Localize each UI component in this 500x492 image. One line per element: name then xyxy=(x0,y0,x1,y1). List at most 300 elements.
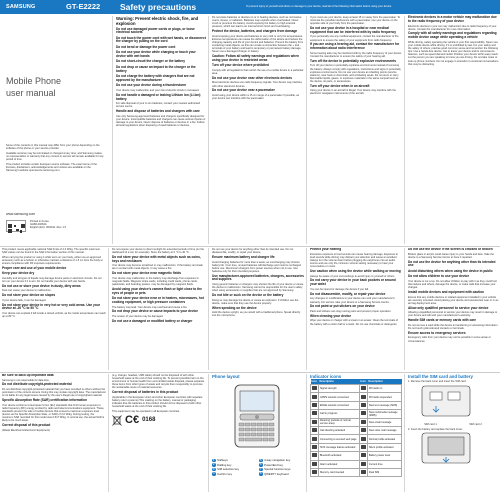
indicator-description: Roaming (outside of normal service area) xyxy=(319,418,360,426)
indicator-description: Current time xyxy=(367,460,401,468)
text-section xyxy=(112,320,206,324)
install-title: Install the SIM card and battery xyxy=(408,374,473,379)
indicator-description: New text message (SMS) xyxy=(367,401,401,409)
cover-notes xyxy=(6,144,104,174)
indicator-icon-cell xyxy=(311,418,319,426)
indicator-icon-cell xyxy=(311,435,319,443)
section-heading: Do not carry your device in your back pockets or around your waist xyxy=(310,278,396,287)
text-section xyxy=(212,248,304,254)
section-heading: Do not drop or cause an impact to the charger or the battery xyxy=(116,64,196,73)
section-heading: Do not use the device if the screen is cracked or broken xyxy=(408,248,493,251)
status-icon xyxy=(361,462,366,466)
text-section xyxy=(310,279,402,291)
text-section xyxy=(116,60,206,64)
section-text: Wipe your device or charger with a towel or an eraser. Clean the terminals of the battery with a cotton ball or a towel. Do not use chemicals or detergents. xyxy=(310,319,398,326)
indicator-description: SOS message feature activated xyxy=(319,443,360,451)
install-step: 2. Insert the battery and replace the back cover. xyxy=(408,427,463,431)
section-text: Do not remove a card while the device is transferring or accessing information. Do not touch gold-coloured contacts or terminals. xyxy=(408,323,499,330)
section-text: Avoid exposing your device and batteries to very cold or very hot temperatures. Extreme temperatures can cause the deformation of the device and reduce the charging capacity and life of your device and batteries. Prevent the battery from contacting metal objects, as this can create a connection between the + and - terminals of your battery and lead to temporary or permanent battery damage. Never use a damaged charger or battery. xyxy=(212,34,304,54)
indicator-description: FM radio on xyxy=(367,385,401,393)
section-heading: Handle and dispose of batteries and chargers with care xyxy=(116,109,200,114)
section-heading: Protect your hearing xyxy=(310,248,342,251)
section-title-safety: Safety precautions xyxy=(120,2,197,12)
section-heading: Do not charge the battery with chargers that are not approved by the manufacturer xyxy=(116,74,195,82)
phone-layout-section xyxy=(208,374,304,492)
section-text: Do not expose your device to direct sunlight for extended periods of time (on the dashboard of a car, for example). Store the battery at 0 °C to 40 °C. xyxy=(112,248,204,255)
section-heading: Use caution when using the device while walking or moving xyxy=(310,268,401,273)
section-heading: Keep your device dry xyxy=(2,271,35,276)
status-icon xyxy=(361,453,366,457)
indicator-description: Connecting to secured web page xyxy=(319,435,360,443)
text-section xyxy=(408,32,500,65)
status-icon xyxy=(312,453,317,457)
section-text: (Waste Electrical & Electronic Equipment) xyxy=(2,428,50,432)
text-section xyxy=(2,399,106,422)
text-section xyxy=(408,261,500,269)
section-text: Hold the device upright, as you would with a traditional phone. Speak directly into the microphone. xyxy=(212,311,301,318)
section-text: Your device may malfunction or the battery may discharge from exposure to magnetic fields. Magnetic stripe cards, including credit cards, phone cards, passbooks, and boarding passes, may be damaged by magnetic fields. xyxy=(112,276,199,287)
key-legend xyxy=(212,458,304,476)
section-text: Using your device in an aircraft is illegal. Your device may interfere with the electronic navigation instruments of the aircraft. xyxy=(310,89,396,96)
section-text: Your device may malfunction and your risk of electric shock is increased. xyxy=(116,89,200,93)
phone-illustration xyxy=(231,384,283,448)
section-heading: Do not use your device during a thunderstorm xyxy=(116,83,187,88)
section-heading: Be sure to back up important data xyxy=(2,374,54,377)
warning-heading: Warning: Prevent electric shock, fire, and explosion xyxy=(116,16,199,26)
text-section xyxy=(116,37,206,45)
section-text: Do not use your device for anything other than its intended use. Do not disassemble, modify, or repair your device. xyxy=(212,248,294,255)
samsung-logo: SAMSUNG xyxy=(6,4,36,10)
section-heading: Protect the device, batteries, and chargers from damage xyxy=(212,28,298,33)
indicator-description: GPRS network connected xyxy=(319,393,360,401)
status-icon xyxy=(361,411,366,415)
indicator-icon-cell xyxy=(359,435,367,443)
text-section xyxy=(212,294,304,305)
text-section xyxy=(112,297,206,309)
key-legend-item: 6 Power/End key xyxy=(260,462,283,467)
section-text: Samsung is not responsible for data loss. xyxy=(2,378,50,382)
indicator-description: Bluetooth activated xyxy=(319,452,360,460)
section-text: Use only Samsung-approved batteries and chargers specifically designed for your device. Incompatible batteries and chargers can cause serious injuries or damage to your device. Never dispose of batteries or devices in a fire. Follow all local regulations when disposing of used batteries or devices. xyxy=(116,114,206,128)
battery-insert-illustration xyxy=(408,431,498,465)
indicator-description: EDGE network connected xyxy=(319,401,360,409)
indicator-icon-cell xyxy=(359,393,367,401)
text-section xyxy=(212,30,304,53)
section-text: Any changes or modifications to your device can void your manufacturer's warranty. For service, take your device to a Samsung Service Centre. xyxy=(310,297,395,304)
qr-code-icon xyxy=(6,220,26,232)
section-text: Paint and stickers can clog moving parts and prevent proper operation. xyxy=(310,310,392,313)
text-section xyxy=(112,391,206,408)
text-section xyxy=(212,55,304,63)
text-section xyxy=(310,315,402,326)
indicator-description: Signal strength xyxy=(319,385,360,393)
ce-number: 0168 xyxy=(142,416,156,423)
indicator-description: Normal profile activated xyxy=(367,435,401,443)
text-section xyxy=(112,272,206,286)
care-column-2 xyxy=(108,248,206,370)
website-url[interactable]: www.samsung.com xyxy=(6,212,36,216)
table-row xyxy=(311,452,402,460)
cover-panel xyxy=(0,14,110,246)
indicator-icon-cell xyxy=(311,385,319,393)
section-text: (Applicable in the European Union and other European countries with separate battery return systems) This marking on the battery, manual or packaging indicates that the batteries in this product should not be disposed of with other household waste at the end of their working life. xyxy=(112,395,203,409)
indicator-description: New email message xyxy=(367,418,401,426)
back-column-2 xyxy=(108,374,206,492)
phone-layout-title: Phone layout xyxy=(212,374,240,379)
table-row xyxy=(311,385,402,393)
section-text: Dust can cause your device to malfunction. xyxy=(2,289,52,293)
text-section xyxy=(212,275,304,293)
safety-column-1 xyxy=(112,16,206,244)
status-icon xyxy=(312,428,317,432)
section-text: Comply with all regulations that restrict the use of a mobile device in a particular area. xyxy=(212,68,304,75)
cover-note: This product includes certain free/open source software. The exact terms of the licenses, disclaimers, acknowledgements and notices are available on the Samsung's website opensource.samsung.com. xyxy=(6,162,97,172)
section-heading: Avoid using your device's camera flash or light close to the eyes of people or pets xyxy=(112,286,202,295)
indicator-description: Dual SIM xyxy=(367,468,401,476)
cover-bottom-notes xyxy=(2,248,106,370)
text-section xyxy=(310,16,402,25)
text-section xyxy=(310,60,402,83)
section-heading: Use manufacturer-approved batteries, chargers, accessories and supplies xyxy=(212,273,304,282)
status-icon xyxy=(312,386,317,390)
indicator-icon-cell xyxy=(311,393,319,401)
cover-title-line1: Mobile Phone xyxy=(6,76,62,86)
cover-title-line2: user manual xyxy=(6,88,56,98)
section-heading: Do not store your device in very hot or very cold areas. Use your device at -20 °C to 50 °C xyxy=(2,302,100,311)
indicator-icon-cell xyxy=(311,452,319,460)
text-section xyxy=(116,46,206,50)
section-heading: Correct disposal of batteries in this product xyxy=(112,390,179,395)
table-row xyxy=(311,468,402,476)
status-icon xyxy=(361,437,366,441)
text-section xyxy=(408,16,500,31)
text-section xyxy=(112,248,206,254)
safety-column-4 xyxy=(404,16,500,244)
section-heading: Ensure access to emergency services xyxy=(408,330,466,335)
indicator-description: Memory card inserted xyxy=(319,468,360,476)
text-section xyxy=(212,64,304,75)
text-section xyxy=(116,110,206,127)
section-heading: Do not store your device with metal objects such as coins, keys and necklaces xyxy=(112,254,201,263)
install-step: 1. Remove the back cover and insert the SIM card. xyxy=(408,380,467,384)
text-section xyxy=(116,66,206,74)
status-icon xyxy=(312,445,317,449)
text-section xyxy=(112,288,206,296)
section-text: Your device is not a toy. Do not allow children to play with it as they could hurt themselves and others, damage the device, or make calls that increase your charges. xyxy=(408,279,497,290)
care-col1-body xyxy=(2,267,106,319)
indicator-icon-cell xyxy=(311,410,319,418)
text-section xyxy=(408,275,500,289)
text-section xyxy=(116,28,206,36)
status-icon xyxy=(312,437,317,441)
key-legend-item: 7 Special function keys xyxy=(260,467,291,472)
indicator-icon-cell xyxy=(359,426,367,434)
care-col4-body xyxy=(310,248,402,327)
disposal-icons xyxy=(112,415,206,426)
section-heading: Do not drop your device or cause impacts to your device xyxy=(112,309,199,314)
cover-note: Some of the contents in this manual may differ from your phone depending on the software of the phone or your service provider. xyxy=(6,144,100,151)
section-heading: Do not handle a damaged or leaking Lithium Ion (Li-Ion) battery xyxy=(116,92,201,101)
key-legend-item: 8 QWERTY keyboard xyxy=(260,471,289,476)
table-header: Description xyxy=(319,379,360,384)
text-section xyxy=(408,319,500,330)
table-header: Icon xyxy=(360,380,366,384)
indicator-icon-cell xyxy=(311,460,319,468)
care-column-5 xyxy=(404,248,500,370)
table-row xyxy=(311,426,402,434)
section-text: If your device falls, it can be damaged. xyxy=(2,298,47,302)
text-section xyxy=(2,424,106,432)
section-heading: Install mobile devices and equipment with caution xyxy=(408,289,484,294)
status-icon xyxy=(312,470,317,474)
section-text: Do not place batteries or devices on or in heating devices, such as microwave ovens, stoves, or radiators. Batteries may explode when overheated. Never crush or puncture the battery. Avoid exposing the battery to high external pressure, which can lead to an internal short circuit and overheating. xyxy=(212,16,302,29)
document-code: GH68-40264A xyxy=(30,223,47,227)
section-heading: Do not paint or put stickers on your device xyxy=(310,304,375,309)
status-icon xyxy=(312,403,317,407)
table-row xyxy=(311,401,402,409)
install-section xyxy=(404,374,500,492)
text-section xyxy=(310,248,402,268)
key-legend-item: 3 SIM selection key xyxy=(213,467,240,472)
key-legend-item: 1 Softkeys xyxy=(213,458,228,462)
indicator-description: Silent profile activated xyxy=(367,443,401,451)
cover-note: Available services may be terminated or changed at any time, and Samsung makes no representation or warranty that any content or service will remain available for any period of time. xyxy=(6,151,104,161)
section-text: Do not distribute copyright-protected material that you have recorded to others without the permission of the content owners. Doing this may violate copyright laws. The manufacturer is not liable for any legal issues caused by the user's illegal use of copyrighted material. xyxy=(2,388,106,398)
key-legend-item: 4 Confirm key xyxy=(213,471,233,476)
printed-in: Printed in Korea xyxy=(30,220,49,223)
section-text: Emergency calls from your device may not be possible in some areas or circumstances. xyxy=(408,336,491,343)
back-col2-body xyxy=(112,374,206,413)
indicator-description: Battery power level xyxy=(367,452,401,460)
text-section xyxy=(112,374,206,389)
section-heading: Do not allow children to use your device xyxy=(408,274,470,279)
table-row xyxy=(311,393,402,401)
section-heading: Turn off your device where prohibited xyxy=(212,63,269,68)
indicator-icon-cell xyxy=(359,418,367,426)
section-text: For safe disposal of your Li-Ion batteries, contact your nearest authorised service centre. xyxy=(116,102,201,109)
section-text: The battery may leak. Your device may overheat and cause a fire. xyxy=(112,305,188,309)
section-heading: Do not use your device near other electronic devices xyxy=(212,75,293,80)
status-icon xyxy=(361,445,366,449)
section-text: Some hearing aids may be interfered with by the radio frequency of your device. Contact the manufacturer to ensure the safety of your hearing aid. xyxy=(310,51,402,58)
page-divider xyxy=(0,246,500,247)
text-section xyxy=(408,270,500,274)
text-section xyxy=(2,272,106,283)
text-section xyxy=(112,310,206,318)
text-section xyxy=(2,304,106,319)
section-heading: Do not store your device near magnetic fields xyxy=(112,271,182,276)
section-text: Excessive exposure to loud sounds can cause hearing damage. Exposure to loud sounds while driving may distract your attention and cause an accident. Always turn the volume down before plugging the earphones into an audio source and use only the minimum volume setting necessary to hear your conversation or music. xyxy=(310,252,398,269)
section-heading: Avoid disturbing others when using the device in public xyxy=(408,268,493,273)
section-text: Ensure that any mobile devices or related equipment installed in your vehicle are securely mounted. Avoid placing your device and accessories near or in an air bag deployment area. xyxy=(408,295,499,305)
text-section xyxy=(310,85,402,96)
indicator-icon-cell xyxy=(311,426,319,434)
text-section xyxy=(212,77,304,88)
section-heading: Do not use damaged power cords or plugs, or loose electrical sockets xyxy=(116,26,195,35)
indicator-description: FM radio suspended xyxy=(367,393,401,401)
section-text: Avoid using your device within a 15 cm range of a pacemaker if possible, as your device can interfere with the pacemaker. xyxy=(212,94,300,101)
indicator-icon-cell xyxy=(359,452,367,460)
section-text: Your device may become scratched or may malfunction. If the battery terminals are in contact with metal objects, it may cause a fire. xyxy=(112,264,203,271)
sim-label: SIM card 2 xyxy=(469,422,482,426)
table-row xyxy=(311,443,402,451)
table-header: Description xyxy=(367,379,401,384)
section-heading: Do not distribute copyright-protected material xyxy=(2,382,72,387)
text-section xyxy=(310,43,402,58)
safety-column-3 xyxy=(306,16,402,244)
section-text: Turn off your device in potentially explosive environments instead of removing the battery. Always comply with regulations, instructions and signs in potentially explosive environments. Do not use your device at refuelling points (service stations), near fuels or chemicals, and at blasting areas. Do not store or carry flammable liquids, gases, or explosive materials in the same compartment as the device, its parts, or accessories. xyxy=(310,64,401,83)
text-section xyxy=(2,294,106,302)
section-text: Doing so may damage the device or cause an explosion. If children use the device, make sure that they use the device properly. xyxy=(212,298,299,305)
section-heading: Do not bend or damage the power cord xyxy=(116,44,176,49)
section-text: Allowing unqualified personnel to service your device may result in damage to your device and will void your manufacturer's warranty. xyxy=(408,311,498,318)
table-row xyxy=(311,435,402,443)
section-heading: Electronic devices in a motor vehicle may malfunction due to the radio frequency of your device xyxy=(408,15,497,23)
section-heading: Do not short-circuit the charger or the battery xyxy=(116,59,186,64)
sim-insert-illustration xyxy=(408,384,498,418)
text-section xyxy=(116,84,206,92)
section-text: You can be injured or damage the device if you fall. xyxy=(310,287,369,291)
section-heading: Do not use a damaged or modified battery or charger xyxy=(112,318,193,323)
text-section xyxy=(116,94,206,109)
indicator-icon-cell xyxy=(311,443,319,451)
text-section xyxy=(112,256,206,271)
safety-col1-body xyxy=(116,28,206,128)
section-heading: Do not disassemble, modify, or repair your device xyxy=(310,291,386,296)
section-heading: When cleaning your device xyxy=(310,313,352,318)
key-legend-item: 5 4-way navigation key xyxy=(260,458,291,462)
indicator-description: Call diverting activated xyxy=(319,426,360,434)
section-text: While driving, safely operating the vehicle is your first responsibility. Never use your mobile device while driving, if it is prohibited by law. For your safety and the safety of others, practise good common sense and remember the following tips: Use a hands-free device. Get to know your device and its convenience features, such as speed dial and redial. Position your device within easy reach. Let the person you are speaking to know you are driving. Do not take notes or look up phone numbers. Do not engage in stressful or emotional conversations that may be distracting. xyxy=(408,40,499,66)
text-section xyxy=(310,27,402,42)
section-heading: Do not use your device near a pacemaker xyxy=(212,88,275,93)
text-section xyxy=(212,16,304,28)
section-heading: Do not use the device for anything other than its intended use xyxy=(408,259,496,268)
section-heading: Do not store your device near or in heaters, microwaves, hot cooking equipment, or high pressure containers xyxy=(112,296,204,304)
model-number: GT-E2222 xyxy=(66,2,101,11)
text-section xyxy=(310,293,402,304)
section-heading: If you are using a hearing aid, contact the manufacturer for information about radio interference xyxy=(310,42,400,51)
text-section xyxy=(112,410,206,413)
status-icon xyxy=(361,395,366,399)
safety-column-2 xyxy=(208,16,304,244)
text-section xyxy=(116,75,206,83)
section-text: Electronic devices in your car may malfunction due to radio frequency of your device. Contact the manufacturer for more information. xyxy=(408,24,497,31)
section-heading: Allow only qualified personnel to service your device xyxy=(408,305,489,310)
section-heading: Do not touch the power cord with wet hands, or disconnect the charger by pulling on the cord xyxy=(116,35,206,44)
safety-col4-body xyxy=(408,16,500,66)
section-heading: Proper care and use of your mobile device xyxy=(2,265,67,270)
text-section xyxy=(310,305,402,313)
print-info xyxy=(30,220,106,229)
text-section xyxy=(408,248,500,259)
status-icon xyxy=(361,428,366,432)
edition-info: English (EU). 06/2011. Rev. 1.0 xyxy=(30,226,67,230)
indicator-icon-cell xyxy=(359,385,367,393)
section-heading: Ensure maximum battery and charger life xyxy=(212,254,275,259)
status-icon xyxy=(361,470,366,474)
table-row xyxy=(311,460,402,468)
care-column-4 xyxy=(306,248,402,370)
indicator-table xyxy=(310,379,402,477)
status-icon xyxy=(312,411,317,415)
text-section xyxy=(408,307,500,318)
section-heading: When speaking on the device xyxy=(212,305,257,310)
sim-labels xyxy=(408,423,498,426)
indicator-icon-cell xyxy=(359,401,367,409)
section-text: Always be aware of your surroundings to avoid injury to yourself or others. xyxy=(310,274,396,278)
section-text: This equipment may be operated in all European countries. xyxy=(112,409,180,413)
section-text: Using generic batteries or chargers may shorten the life of your device or cause the device to malfunction. Samsung cannot be responsible for the user's safety when using accessories or supplies that are not approved by Samsung. xyxy=(212,283,304,293)
key-legend-item: 2 Dialling key xyxy=(213,462,232,467)
sim-label: SIM card 1 xyxy=(424,422,437,426)
section-heading: Correct disposal of this product xyxy=(2,423,51,428)
text-section xyxy=(212,307,304,318)
status-icon xyxy=(361,403,366,407)
page-divider-2 xyxy=(0,372,500,373)
text-section xyxy=(116,51,206,59)
section-text: Humidity and all types of liquids may damage device parts or electronic circuits. Do not turn on your device if it is wet. Do not handle your device with wet hands. xyxy=(2,276,102,283)
status-icon xyxy=(312,395,317,399)
section-heading: Handle SIM cards or memory cards with care xyxy=(408,318,477,323)
indicator-icons-title: Indicator icons xyxy=(310,374,342,379)
sar-note: This product meets applicable national SAR limits of 2.0 W/kg. The specific maximum SAR values can be found in the SAR information section of this manual. xyxy=(2,248,100,255)
section-text: The screen of your device may be damaged. xyxy=(112,315,164,319)
indicator-description: Alarm activated xyxy=(319,460,360,468)
text-section xyxy=(310,270,402,278)
ce-mark: C€ xyxy=(125,413,140,426)
care-column-3 xyxy=(208,248,304,370)
section-heading: Turn off the device in potentially explosive environments xyxy=(310,58,397,63)
section-text: If you personally use any medical equipment, contact the manufacturer of the equipment to ensure the safety of your equipment from radio frequency. xyxy=(310,35,399,42)
text-section xyxy=(408,332,500,343)
indicator-icon-cell xyxy=(359,443,367,451)
section-heading: Do not use your device in a hospital or near medical equipment that can be interfered with by radio frequency xyxy=(310,25,397,34)
safety-col2-body xyxy=(212,16,304,100)
table-row xyxy=(311,410,402,418)
section-heading: Comply with all safety warnings and regulations regarding mobile device usage while operating a vehicle xyxy=(408,31,497,40)
text-section xyxy=(2,267,106,271)
text-section xyxy=(408,291,500,305)
section-text: Your device can explode if left inside a closed vehicle, as the inside temperature can reach up to 80 °C. xyxy=(2,312,106,319)
indicator-description: New multimedia message (MMS) xyxy=(367,410,401,418)
safety-intro-note: To prevent injury to yourself and others or damage to your device, read all of the following information before using your device. xyxy=(246,5,392,8)
indicator-icon-cell xyxy=(359,410,367,418)
section-text: Avoid charging batteries for more than a week, as overcharging may shorten battery life. Over time, unused batteries will discharge and must be recharged before use. Disconnect chargers from power sources when not in use. Use batteries only for their intended purposes. xyxy=(212,260,301,273)
indicator-icon-cell xyxy=(359,460,367,468)
section-text: Your device conforms to European Union (EU) standards that limit human exposure to radio frequency (RF) energy emitted by radio and telecommunications equipment. These standards prevent the sale of mobile devices that exceed a maximum exposure level (known as the Specific Absorption Rate, or SAR) of 2.0 W/kg. During testing, the maximum SAR recorded for this model was 0.617 W/kg. In normal use, the actual SAR is likely to be much lower. xyxy=(2,403,105,423)
section-heading: Do not store your device on slopes xyxy=(2,293,56,298)
section-text: If you must use your device, keep at least 15 cm away from the pacemaker. To minimise the possible interference with a pacemaker, use your device on the opposite side of your body from the pacemaker. xyxy=(310,16,401,26)
text-section xyxy=(212,89,304,100)
status-icon xyxy=(361,420,366,424)
table-header: Icon xyxy=(311,380,317,384)
indicator-icons-section xyxy=(306,374,402,492)
safety-col3-body xyxy=(310,16,402,96)
status-icon xyxy=(312,462,317,466)
status-icon xyxy=(361,386,366,390)
indicator-icon-cell xyxy=(311,468,319,476)
section-text: Broken glass or acrylic could cause injury to your hands and face. Take the device to a Samsung Service Centre to have it repaired. xyxy=(408,252,494,259)
indicator-icon-cell xyxy=(311,401,319,409)
text-section xyxy=(2,374,106,382)
text-section xyxy=(2,285,106,293)
status-icon xyxy=(312,420,317,424)
section-heading: Specific Absorption Rate (SAR) certification information xyxy=(2,398,87,403)
indicator-description: Call in progress xyxy=(319,410,360,418)
crossed-bin-icon xyxy=(112,415,122,426)
section-text: (e.g. charger, headset, USB cable) should not be disposed of with other household waste at the end of their working life. To prevent possible harm to the environment or human health from uncontrolled waste disposal, please separate these items from other types of waste and recycle them responsibly to promote the sustainable reuse of material resources. xyxy=(112,374,205,390)
